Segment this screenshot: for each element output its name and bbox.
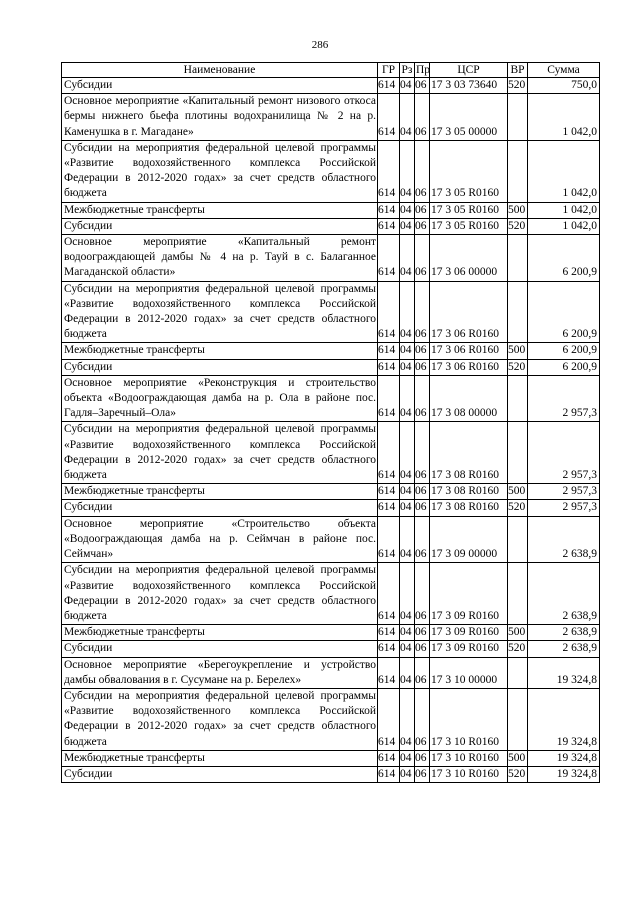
header-csr: ЦСР: [430, 63, 508, 78]
cell-sum: 2 957,3: [528, 500, 600, 516]
cell-gr: 614: [378, 281, 400, 343]
cell-pr: 06: [415, 235, 430, 282]
cell-sum: 2 957,3: [528, 422, 600, 484]
cell-name: Межбюджетные трансферты: [62, 202, 378, 218]
cell-gr: 614: [378, 484, 400, 500]
cell-vr: [508, 422, 528, 484]
cell-csr: 17 3 10 00000: [430, 657, 508, 688]
cell-gr: 614: [378, 235, 400, 282]
cell-rz: 04: [400, 516, 415, 563]
cell-name: Субсидии: [62, 500, 378, 516]
cell-name: Субсидии: [62, 78, 378, 94]
cell-name: Межбюджетные трансферты: [62, 750, 378, 766]
cell-name: Субсидии на мероприятия федеральной целевой программы «Развитие водохозяйственного комплекса Российской Федерации в 2012-2020 годах» за счет средств областного бюджета: [62, 140, 378, 202]
cell-vr: [508, 516, 528, 563]
table-row: [62, 766, 600, 782]
table-row: [62, 78, 600, 94]
table-row: [62, 94, 600, 141]
cell-pr: 06: [415, 563, 430, 625]
cell-gr: 614: [378, 688, 400, 750]
table-row: [62, 484, 600, 500]
cell-gr: 614: [378, 422, 400, 484]
cell-gr: 614: [378, 500, 400, 516]
cell-rz: 04: [400, 766, 415, 782]
cell-sum: 19 324,8: [528, 750, 600, 766]
table-row: [62, 516, 600, 563]
cell-name: Субсидии на мероприятия федеральной целевой программы «Развитие водохозяйственного комплекса Российской Федерации в 2012-2020 годах» за счет средств областного бюджета: [62, 688, 378, 750]
header-rz: Рз: [400, 63, 415, 78]
page-number: 286: [311, 39, 329, 51]
cell-pr: 06: [415, 766, 430, 782]
cell-sum: 750,0: [528, 78, 600, 94]
cell-csr: 17 3 09 00000: [430, 516, 508, 563]
budget-table: [61, 62, 600, 783]
cell-name: Субсидии: [62, 766, 378, 782]
cell-gr: 614: [378, 375, 400, 422]
table-row: [62, 140, 600, 202]
cell-vr: [508, 375, 528, 422]
cell-name: Межбюджетные трансферты: [62, 343, 378, 359]
cell-pr: 06: [415, 343, 430, 359]
table-row: [62, 641, 600, 657]
cell-vr: [508, 94, 528, 141]
cell-pr: 06: [415, 202, 430, 218]
cell-gr: 614: [378, 78, 400, 94]
cell-name: Субсидии на мероприятия федеральной целевой программы «Развитие водохозяйственного комплекса Российской Федерации в 2012-2020 годах» за счет средств областного бюджета: [62, 563, 378, 625]
table-row: [62, 688, 600, 750]
cell-gr: 614: [378, 657, 400, 688]
cell-sum: 1 042,0: [528, 218, 600, 234]
cell-name: Субсидии: [62, 218, 378, 234]
cell-vr: 520: [508, 218, 528, 234]
cell-name: Основное мероприятие «Капитальный ремонт водоограждающей дамбы № 4 на р. Тауй в с. Балаганное Магаданской области»: [62, 235, 378, 282]
header-pr: Пр: [416, 63, 431, 76]
cell-sum: 2 638,9: [528, 641, 600, 657]
cell-rz: 04: [400, 202, 415, 218]
cell-pr: 06: [415, 500, 430, 516]
cell-vr: [508, 281, 528, 343]
cell-gr: 614: [378, 516, 400, 563]
cell-pr: 06: [415, 281, 430, 343]
cell-csr: 17 3 08 R0160: [430, 500, 508, 516]
cell-sum: 2 638,9: [528, 563, 600, 625]
cell-sum: 19 324,8: [528, 657, 600, 688]
cell-rz: 04: [400, 563, 415, 625]
table-row: [62, 657, 600, 688]
cell-vr: 500: [508, 625, 528, 641]
table-row: [62, 235, 600, 282]
cell-csr: 17 3 05 R0160: [430, 202, 508, 218]
cell-vr: 500: [508, 484, 528, 500]
cell-vr: [508, 657, 528, 688]
cell-name: Основное мероприятие «Строительство объекта «Водоограждающая дамба на р. Сеймчан в районе пос. Сеймчан»: [62, 516, 378, 563]
cell-csr: 17 3 05 00000: [430, 94, 508, 141]
cell-gr: 614: [378, 563, 400, 625]
cell-vr: 520: [508, 500, 528, 516]
cell-sum: 6 200,9: [528, 343, 600, 359]
cell-csr: 17 3 05 R0160: [430, 218, 508, 234]
cell-csr: 17 3 09 R0160: [430, 625, 508, 641]
cell-pr: 06: [415, 218, 430, 234]
cell-sum: 2 957,3: [528, 375, 600, 422]
cell-rz: 04: [400, 484, 415, 500]
cell-vr: [508, 563, 528, 625]
cell-sum: 2 638,9: [528, 625, 600, 641]
cell-name: Субсидии на мероприятия федеральной целевой программы «Развитие водохозяйственного комплекса Российской Федерации в 2012-2020 годах» за счет средств областного бюджета: [62, 422, 378, 484]
cell-gr: 614: [378, 766, 400, 782]
table-row: [62, 359, 600, 375]
cell-vr: [508, 140, 528, 202]
table-row: [62, 563, 600, 625]
cell-pr: 06: [415, 375, 430, 422]
cell-gr: 614: [378, 218, 400, 234]
cell-vr: 500: [508, 343, 528, 359]
cell-vr: 500: [508, 750, 528, 766]
cell-csr: 17 3 08 R0160: [430, 422, 508, 484]
cell-vr: 520: [508, 78, 528, 94]
cell-rz: 04: [400, 625, 415, 641]
cell-pr: 06: [415, 359, 430, 375]
table-row: [62, 375, 600, 422]
header-sum: Сумма: [528, 63, 600, 78]
cell-sum: 1 042,0: [528, 94, 600, 141]
cell-csr: 17 3 10 R0160: [430, 688, 508, 750]
cell-pr: 06: [415, 641, 430, 657]
cell-csr: 17 3 06 R0160: [430, 281, 508, 343]
cell-sum: 2 957,3: [528, 484, 600, 500]
cell-gr: 614: [378, 343, 400, 359]
cell-pr: 06: [415, 750, 430, 766]
cell-vr: [508, 235, 528, 282]
table-row: [62, 500, 600, 516]
cell-name: Межбюджетные трансферты: [62, 625, 378, 641]
cell-sum: 1 042,0: [528, 202, 600, 218]
cell-rz: 04: [400, 78, 415, 94]
cell-name: Основное мероприятие «Реконструкция и строительство объекта «Водоограждающая дамба на р. Ола в районе пос. Гадля–Заречный–Ола»: [62, 375, 378, 422]
cell-pr: 06: [415, 484, 430, 500]
cell-rz: 04: [400, 657, 415, 688]
cell-vr: 520: [508, 359, 528, 375]
cell-rz: 04: [400, 343, 415, 359]
cell-gr: 614: [378, 625, 400, 641]
header-vr: ВР: [508, 63, 528, 78]
cell-gr: 614: [378, 750, 400, 766]
table-header-row: [62, 63, 600, 78]
cell-csr: 17 3 06 00000: [430, 235, 508, 282]
cell-pr: 06: [415, 94, 430, 141]
cell-gr: 614: [378, 202, 400, 218]
cell-csr: 17 3 08 R0160: [430, 484, 508, 500]
cell-rz: 04: [400, 359, 415, 375]
cell-rz: 04: [400, 422, 415, 484]
cell-vr: 500: [508, 202, 528, 218]
cell-gr: 614: [378, 641, 400, 657]
cell-vr: 520: [508, 641, 528, 657]
cell-sum: 19 324,8: [528, 688, 600, 750]
cell-gr: 614: [378, 359, 400, 375]
table-row: [62, 343, 600, 359]
cell-name: Основное мероприятие «Берегоукрепление и устройство дамбы обвалования в г. Сусумане на р. Берелех»: [62, 657, 378, 688]
cell-pr: 06: [415, 422, 430, 484]
cell-name: Субсидии на мероприятия федеральной целевой программы «Развитие водохозяйственного комплекса Российской Федерации в 2012-2020 годах» за счет средств областного бюджета: [62, 281, 378, 343]
table-row: [62, 422, 600, 484]
table-row: [62, 750, 600, 766]
cell-rz: 04: [400, 218, 415, 234]
table-row: [62, 281, 600, 343]
cell-pr: 06: [415, 78, 430, 94]
cell-rz: 04: [400, 688, 415, 750]
cell-pr: 06: [415, 688, 430, 750]
cell-rz: 04: [400, 375, 415, 422]
cell-rz: 04: [400, 641, 415, 657]
cell-sum: 19 324,8: [528, 766, 600, 782]
cell-name: Субсидии: [62, 359, 378, 375]
cell-sum: 6 200,9: [528, 235, 600, 282]
table-row: [62, 202, 600, 218]
table-row: [62, 625, 600, 641]
cell-sum: 2 638,9: [528, 516, 600, 563]
header-gr: ГР: [378, 63, 400, 78]
cell-csr: 17 3 03 73640: [430, 78, 508, 94]
cell-gr: 614: [378, 140, 400, 202]
cell-pr: 06: [415, 516, 430, 563]
table-row: [62, 218, 600, 234]
cell-csr: 17 3 10 R0160: [430, 766, 508, 782]
cell-vr: 520: [508, 766, 528, 782]
cell-csr: 17 3 08 00000: [430, 375, 508, 422]
cell-rz: 04: [400, 281, 415, 343]
cell-name: Межбюджетные трансферты: [62, 484, 378, 500]
cell-rz: 04: [400, 500, 415, 516]
cell-sum: 6 200,9: [528, 281, 600, 343]
cell-pr: 06: [415, 140, 430, 202]
cell-csr: 17 3 10 R0160: [430, 750, 508, 766]
cell-rz: 04: [400, 94, 415, 141]
cell-rz: 04: [400, 140, 415, 202]
cell-csr: 17 3 06 R0160: [430, 359, 508, 375]
cell-pr: 06: [415, 625, 430, 641]
cell-gr: 614: [378, 94, 400, 141]
cell-csr: 17 3 06 R0160: [430, 343, 508, 359]
cell-name: Субсидии: [62, 641, 378, 657]
cell-name: Основное мероприятие «Капитальный ремонт низового откоса бермы нижнего бьефа плотины водохранилища № 2 на р. Каменушка в г. Магадане»: [62, 94, 378, 141]
cell-sum: 1 042,0: [528, 140, 600, 202]
header-name: Наименование: [62, 63, 378, 78]
cell-pr: 06: [415, 657, 430, 688]
table-body: [62, 78, 600, 783]
cell-rz: 04: [400, 235, 415, 282]
cell-vr: [508, 688, 528, 750]
cell-sum: 6 200,9: [528, 359, 600, 375]
cell-rz: 04: [400, 750, 415, 766]
cell-csr: 17 3 05 R0160: [430, 140, 508, 202]
cell-csr: 17 3 09 R0160: [430, 641, 508, 657]
cell-csr: 17 3 09 R0160: [430, 563, 508, 625]
